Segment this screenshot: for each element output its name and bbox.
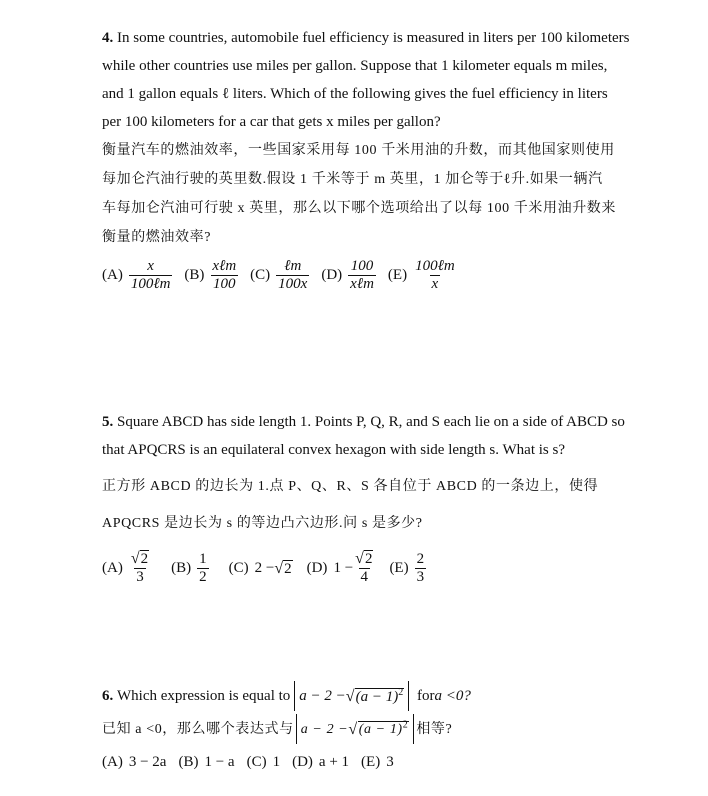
q6-choice-b[interactable]: (B) 1 − a [178,754,235,770]
q6-choice-c[interactable]: (C) 1 [246,754,281,770]
q4-choice-c[interactable]: (C) $\frac{\text{ℓm}}{100x}$ [250,258,308,292]
q5-choice-a[interactable]: (A) √ 2 3 [102,550,149,585]
q5-choice-b[interactable]: (B) $\frac{1}{2}$ [171,550,207,585]
q5-number: 5. [102,414,114,430]
q5-en-line-2: that APQCRS is an equilateral convex hexagon with side length s. What is s? [102,442,565,458]
q4-zh-line-2: 每加仑汽油行驶的英里数.假设 1 千米等于 m 英里，1 加仑等于ℓ升.如果一辆汽 [102,172,603,187]
q4-number: 4. [102,30,114,46]
q5-en-line-1: 5. Square ABCD has side length 1. Points P, Q, R, and S each lie on a side of ABCD so [102,414,625,430]
q5-choice-e[interactable]: (E) $\frac{2}{3}$ [389,550,425,585]
question-4 [102,24,630,293]
q6-choices [102,754,612,771]
q4-choice-d[interactable]: (D) $\frac{100}{\text{xℓm}}$ [321,258,374,292]
q4-choice-b[interactable]: (B) $\frac{\text{xℓm}}{100}$ [184,258,237,292]
q5-choice-d[interactable]: (D) 1 − √ 2 4 [306,550,373,585]
q6-expression-zh: a − 2 − √ $(a - 1)^2$ [296,714,415,744]
q4-zh-line-4: 衡量的燃油效率? [102,230,212,245]
q4-zh-line-3: 车每加仑汽油可行驶 x 英里，那么以下哪个选项给出了以每 100 千米用油升数来 [102,201,616,216]
q4-choices [102,258,612,293]
q6-choice-e[interactable]: (E) 3 [361,754,394,770]
q4-zh-line-1: 衡量汽车的燃油效率，一些国家采用每 100 千米用油的升数，而其他国家则使用 [102,143,615,158]
q6-choice-a[interactable]: (A) 3 − 2a [102,754,167,770]
q4-choice-e[interactable]: (E) $\frac{\text{100ℓm}}{x}$ [387,258,455,292]
q5-zh-line-2: APQCRS 是边长为 s 的等边凸六边形.问 s 是多少? [102,516,423,531]
q4-en-line-2: while other countries use miles per gallon. Suppose that 1 kilometer equals m miles, [102,58,608,74]
q6-expression: a − 2 − √ $(a - 1)^2$ [294,681,409,711]
q6-number: 6. [102,688,114,704]
q6-choice-d[interactable]: (D) a + 1 [292,754,350,770]
q4-en-line-1: 4. In some countries, automobile fuel efficiency is measured in liters per 100 kilometers [102,30,630,46]
question-6 [102,680,612,771]
q6-zh-line: 已知 a <0，那么哪个表达式与 a − 2 − √ $(a - 1)^2$ 相等? [102,712,612,746]
q6-en-line: 6. Which expression is equal to a − 2 − √ $(a - 1)^2$ for a <0? [102,680,612,712]
q5-choice-c[interactable]: (C) 2 − √ 2 [228,559,292,577]
q5-choices [102,550,612,586]
q4-choice-a[interactable]: (A) $\frac{x}{\text{100ℓm}}$ [102,258,171,292]
q4-en-line-4: per 100 kilometers for a car that gets x miles per gallon? [102,114,441,130]
q5-zh-line-1: 正方形 ABCD 的边长为 1.点 P、Q、R、S 各自位于 ABCD 的一条边上，使得 [102,479,599,494]
question-5 [102,408,625,586]
q4-en-line-3: and 1 gallon equals ℓ liters. Which of the following gives the fuel efficiency in liters [102,86,608,102]
